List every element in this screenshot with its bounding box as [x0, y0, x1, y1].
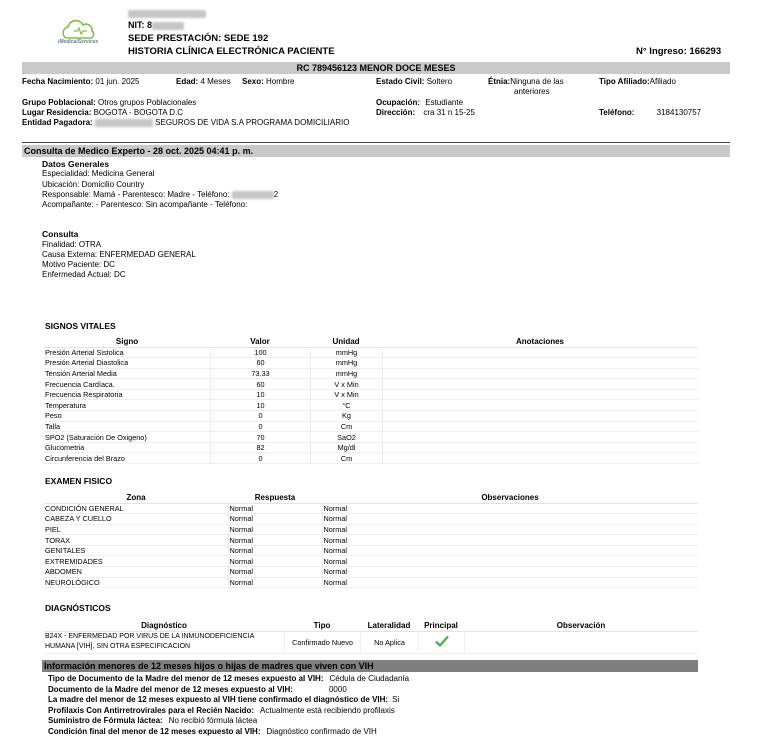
document-title: HISTORIA CLÍNICA ELECTRÓNICA PACIENTE: [128, 46, 335, 57]
zona-cell: ABDOMEN: [44, 567, 228, 578]
respuesta-cell: Normal: [228, 524, 322, 535]
grupo-poblacional: Grupo Poblacional: Otros grupos Poblacionales: [22, 98, 197, 107]
table-header-row: [44, 493, 698, 503]
zona-cell: EXTREMIDADES: [44, 556, 228, 567]
signo-cell: Talla: [44, 421, 210, 432]
redacted-nit: [152, 22, 184, 30]
finalidad: Finalidad: OTRA: [42, 240, 102, 249]
table-row: [44, 411, 698, 422]
anotacion-cell: [382, 421, 698, 432]
observaciones-cell: Normal: [322, 556, 698, 567]
valor-cell: 73.33: [210, 368, 310, 379]
vih-item-value: Cédula de Ciudadanía: [329, 674, 410, 683]
zona-cell: PIEL: [44, 524, 228, 535]
col-signo: Signo: [44, 337, 210, 347]
anotacion-cell: [382, 432, 698, 443]
vih-item-label: Tipo de Documento de la Madre del menor de 12 meses expuesto al VIH:: [48, 674, 324, 683]
valor-cell: 70: [210, 432, 310, 443]
table-row: [44, 400, 698, 411]
anotacion-cell: [382, 368, 698, 379]
table-header-row: [44, 621, 698, 631]
tipo-cell: Confirmado Nuevo: [284, 631, 360, 653]
unidad-cell: V x Min: [310, 379, 382, 390]
diagnosticos-table: [44, 621, 698, 654]
checkmark-icon: [435, 635, 449, 647]
consulta-header: Consulta de Medico Experto - 28 oct. 2025 04:41 p. m.: [22, 145, 730, 157]
col-diagnostico: Diagnóstico: [44, 621, 284, 631]
table-row: [44, 432, 698, 443]
vih-header: Información menores de 12 meses hijos o hijas de madres que viven con VIH: [42, 660, 698, 672]
datos-generales-title: Datos Generales: [42, 159, 110, 169]
principal-cell: [418, 631, 464, 653]
signos-vitales-title: SIGNOS VITALES: [45, 321, 116, 331]
valor-cell: 0: [210, 411, 310, 422]
vih-item-label: La madre del menor de 12 meses expuesto al VIH tiene confirmado el diagnóstico de VIH:: [48, 695, 389, 705]
enfermedad-actual: Enfermedad Actual: DC: [42, 270, 126, 279]
telefono: Teléfono: 3184130757: [599, 108, 702, 117]
signo-cell: Peso: [44, 411, 210, 422]
unidad-cell: Cm: [310, 453, 382, 464]
entidad-pagadora: Entidad Pagadora: SEGUROS DE VIDA S.A PROGRAMA DOMICILIARIO: [22, 118, 350, 127]
table-row: [44, 379, 698, 390]
unidad-cell: mmHg: [310, 347, 382, 358]
anotacion-cell: [382, 453, 698, 464]
vih-item: [48, 674, 409, 683]
vih-item-value: 0000: [328, 684, 347, 694]
signos-vitales-table: [44, 337, 698, 464]
section-divider: [22, 142, 730, 143]
signo-cell: SPO2 (Saturación De Oxigeno): [44, 432, 210, 443]
zona-cell: NEUROLÓGICO: [44, 577, 228, 588]
examen-fisico-table: [44, 493, 698, 588]
unidad-cell: SaO2: [310, 432, 382, 443]
zona-cell: CABEZA Y CUELLO: [44, 514, 228, 525]
zona-cell: TORAX: [44, 535, 228, 546]
edad: Edad: 4 Meses: [176, 77, 231, 86]
redacted-company-name: [128, 10, 206, 18]
col-lateralidad: Lateralidad: [360, 621, 418, 631]
table-row: [44, 421, 698, 432]
observaciones-cell: Normal: [322, 567, 698, 578]
unidad-cell: Kg: [310, 411, 382, 422]
table-row: [44, 453, 698, 464]
respuesta-cell: Normal: [228, 577, 322, 588]
valor-cell: 10: [210, 400, 310, 411]
vih-item-label: Condición final del menor de 12 meses expuesto al VIH:: [48, 727, 261, 736]
anotacion-cell: [382, 358, 698, 369]
valor-cell: 0: [210, 421, 310, 432]
valor-cell: 100: [210, 347, 310, 358]
anotacion-cell: [382, 411, 698, 422]
table-row: [44, 545, 698, 556]
respuesta-cell: Normal: [228, 567, 322, 578]
sexo: Sexo: Hombre: [242, 77, 295, 86]
col-unidad: Unidad: [310, 337, 382, 347]
vih-item-value: Si: [392, 695, 400, 705]
vih-item: [48, 685, 347, 694]
diagnostico-cell: B24X - ENFERMEDAD POR VIRUS DE LA INMUNODEFICIENCIA HUMANA [VIH], SIN OTRA ESPECIFICACION: [44, 631, 284, 653]
nit-value: 8: [147, 20, 153, 30]
lugar-residencia: Lugar Residencia: BOGOTA - BOGOTA D.C: [22, 108, 184, 117]
signo-cell: Temperatura: [44, 400, 210, 411]
respuesta-cell: Normal: [228, 535, 322, 546]
col-zona: Zona: [44, 493, 228, 503]
vih-item-label: Profilaxis Con Antirretrovirales para el Recién Nacido:: [48, 705, 254, 715]
etnia-cont: anteriores: [514, 87, 550, 96]
table-row: [44, 567, 698, 578]
vih-item: [48, 695, 399, 704]
table-row: [44, 389, 698, 400]
nit: [128, 20, 184, 30]
signo-cell: Presión Arterial Diastolica: [44, 358, 210, 369]
observaciones-cell: Normal: [322, 577, 698, 588]
table-row: [44, 535, 698, 546]
col-observaciones: Observaciones: [322, 493, 698, 503]
vih-item-label: Suministro de Fórmula láctea:: [48, 716, 163, 726]
consulta-title: Consulta: [42, 229, 79, 239]
col-principal: Principal: [418, 621, 464, 631]
unidad-cell: V x Min: [310, 389, 382, 400]
valor-cell: 0: [210, 453, 310, 464]
col-tipo: Tipo: [284, 621, 360, 631]
redacted-phone: [232, 191, 274, 199]
valor-cell: 82: [210, 442, 310, 453]
valor-cell: 60: [210, 379, 310, 390]
col-respuesta: Respuesta: [228, 493, 322, 503]
table-row: [44, 442, 698, 453]
nit-label: NIT:: [128, 20, 145, 30]
anotacion-cell: [382, 379, 698, 390]
vih-item: [48, 716, 257, 725]
estado-civil: Estado Civil: Soltero: [376, 77, 453, 86]
valor-cell: 10: [210, 389, 310, 400]
unidad-cell: °C: [310, 400, 382, 411]
examen-fisico-title: EXAMEN FISICO: [45, 476, 113, 486]
fecha-nacimiento: Fecha Nacimiento: 01 jun. 2025: [22, 77, 140, 86]
zona-cell: CONDICIÓN GENERAL: [44, 503, 228, 514]
causa-externa: Causa Externa: ENFERMEDAD GENERAL: [42, 250, 196, 259]
col-valor: Valor: [210, 337, 310, 347]
table-row: [44, 631, 698, 653]
observaciones-cell: Normal: [322, 524, 698, 535]
acompanante: Acompañante: - Parentesco: Sin acompañante - Teléfono:: [42, 200, 248, 209]
table-row: [44, 347, 698, 358]
observaciones-cell: Normal: [322, 503, 698, 514]
signo-cell: Presión Arterial Sistolica: [44, 347, 210, 358]
unidad-cell: Mg/dl: [310, 442, 382, 453]
ubicacion: Ubicación: Domicilio Country: [42, 180, 145, 189]
table-row: [44, 368, 698, 379]
redacted-entidad: [95, 119, 153, 127]
table-row: [44, 358, 698, 369]
vih-item-value: Actualmente está recibiendo profilaxis: [260, 705, 395, 715]
signo-cell: Circunferencia del Brazo: [44, 453, 210, 464]
observaciones-cell: Normal: [322, 514, 698, 525]
respuesta-cell: Normal: [228, 503, 322, 514]
table-row: [44, 503, 698, 514]
respuesta-cell: Normal: [228, 545, 322, 556]
table-row: [44, 556, 698, 567]
observacion-cell: [464, 631, 698, 653]
signo-cell: Tensión Arterial Media: [44, 368, 210, 379]
anotacion-cell: [382, 347, 698, 358]
unidad-cell: mmHg: [310, 368, 382, 379]
respuesta-cell: Normal: [228, 514, 322, 525]
vih-item-label: Documento de la Madre del menor de 12 meses expuesto al VIH:: [48, 684, 293, 694]
table-row: [44, 514, 698, 525]
respuesta-cell: Normal: [228, 556, 322, 567]
diagnosticos-title: DIAGNÓSTICOS: [45, 603, 111, 613]
vih-item: [48, 727, 377, 736]
vih-item-value: Diagnóstico confirmado de VIH: [266, 727, 377, 736]
patient-banner: RC 789456123 MENOR DOCE MESES: [22, 62, 730, 74]
ocupacion: Ocupación: Estudiante: [376, 98, 464, 107]
especialidad: Especialidad: Medicina General: [42, 169, 155, 178]
logo-text: iMedicalServices: [58, 39, 99, 45]
vih-item-value: No recibió fórmula láctea: [168, 716, 258, 726]
company-name: [128, 8, 206, 18]
sede-prestacion: SEDE PRESTACIÓN: SEDE 192: [128, 33, 269, 44]
vih-item: [48, 706, 395, 715]
col-anotaciones: Anotaciones: [382, 337, 698, 347]
signo-cell: Frecuencia Cardíaca.: [44, 379, 210, 390]
anotacion-cell: [382, 442, 698, 453]
unidad-cell: mmHg: [310, 358, 382, 369]
signo-cell: Frecuencia Respiratoria: [44, 389, 210, 400]
signo-cell: Glucometria: [44, 442, 210, 453]
observaciones-cell: Normal: [322, 535, 698, 546]
valor-cell: 60: [210, 358, 310, 369]
table-row: [44, 577, 698, 588]
ingreso-number: N° Ingreso: 166293: [636, 46, 722, 57]
anotacion-cell: [382, 400, 698, 411]
col-observacion: Observación: [464, 621, 698, 631]
tipo-afiliado: Tipo Afiliado:Afiliado: [599, 77, 676, 86]
direccion: Dirección: cra 31 n 15-25: [376, 108, 475, 117]
motivo-paciente: Motivo Paciente: DC: [42, 260, 115, 269]
table-header-row: [44, 337, 698, 347]
unidad-cell: Cm: [310, 421, 382, 432]
etnia: Étnia:Ninguna de las: [488, 77, 564, 86]
responsable: Responsable: Mamá - Parentesco: Madre - Teléfono: 2: [42, 190, 279, 199]
zona-cell: GENITALES: [44, 545, 228, 556]
observaciones-cell: Normal: [322, 545, 698, 556]
table-row: [44, 524, 698, 535]
anotacion-cell: [382, 389, 698, 400]
lateralidad-cell: No Aplica: [360, 631, 418, 653]
